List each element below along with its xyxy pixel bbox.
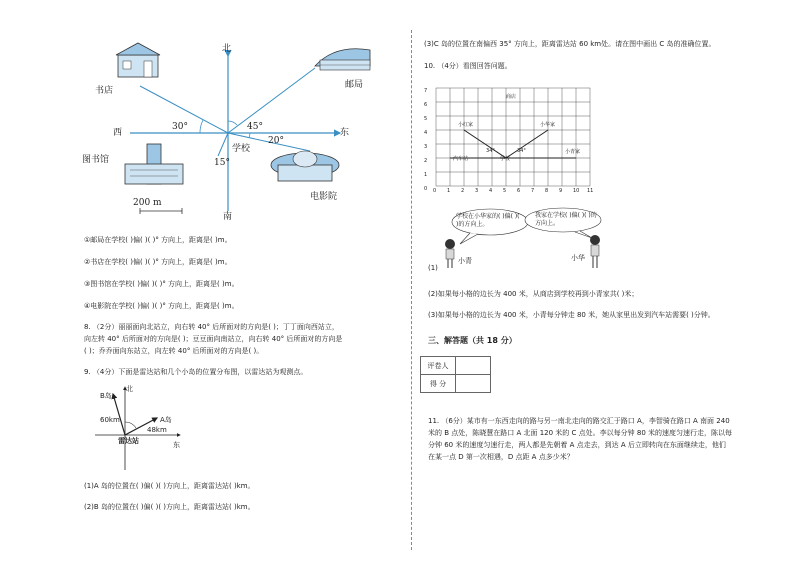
q9-radar-station: 雷达站 [118, 437, 139, 445]
q10-part-3: (3)如果每小格的边长为 400 米，小青每分钟走 80 米，她从家里出发到汽车站需要( )分钟。 [428, 311, 715, 319]
q8-line-1: 8. （2分）丽丽面向北站立，向右转 40° 后所面对的方向是( )；丁丁面向西站立， [84, 323, 339, 331]
q10-station: 汽车站 [453, 156, 469, 162]
label-library: 图书馆 [82, 155, 110, 165]
q7-line-2: ②书店在学校( )偏( )( )° 方向上，距离是( )m。 [84, 258, 232, 266]
bookstore-building [116, 43, 160, 77]
section-3-title: 三、解答题（共 18 分） [428, 336, 517, 345]
score-table [420, 356, 491, 393]
label-cinema: 电影院 [310, 192, 338, 202]
q7-line-4: ④电影院在学校( )偏( )( )° 方向上，距离是( )m。 [84, 302, 239, 310]
q9-answer-2: (2)B 岛的位置在( )偏( )( )方向上，距离雷达站( )km。 [84, 503, 255, 511]
angle-15: 15° [214, 158, 230, 168]
q9-a-island: A岛 [160, 416, 172, 424]
q11-line-4: 在某一点 D 第一次相遇，D 点距 A 点多少米？ [428, 453, 574, 461]
q9-east: 东 [173, 441, 180, 449]
score-points-label: 得 分 [421, 375, 456, 393]
label-post-office: 邮局 [345, 80, 364, 90]
q10-part-1: (1) [428, 264, 438, 272]
label-west: 西 [113, 128, 123, 138]
q7-line-3: ③图书馆在学校( )偏( )( )° 方向上，距离是( )m。 [84, 280, 239, 288]
kid-xiaohua-figure [590, 235, 600, 268]
q11-line-2: 米的 B 点处，陈晓慧在路口 A 北面 120 米的 C 点处。李以每分钟 80 米的速度匀速行走，陈以每 [428, 429, 732, 437]
q10-bubble-1: 学校在小华家的( )偏( )( )的方向上。 [456, 213, 520, 228]
q10-y-ticks: 7 6 5 4 3 2 1 0 [424, 88, 428, 192]
q10-angle-1: 34° [486, 148, 495, 154]
q10-xiaohua: 小华家 [540, 122, 556, 128]
q11-line-3: 分钟 60 米的速度匀速行走，两人都是先朝着 A 点走去，到达 A 后立即转向在东面继续走，他们 [428, 441, 726, 449]
q8-line-3: ( )；乔乔面向东站立，向左转 40° 后所面对的方向是( )。 [84, 347, 264, 355]
q9-title: 9. （4分）下面是雷达站和几个小岛的位置分布图，以雷达站为观测点。 [84, 368, 308, 376]
q10-mall: 商店 [506, 94, 517, 100]
cinema-building [271, 151, 339, 181]
angle-45: 45° [247, 122, 263, 132]
label-bookstore: 书店 [95, 86, 114, 96]
q9-answer-3: (3)C 岛的位置在南偏西 35° 方向上，距离雷达站 60 km处。请在图中画出 C 岛的准确位置。 [424, 40, 716, 48]
label-south: 南 [223, 212, 233, 222]
score-grader-label: 评卷人 [421, 357, 456, 375]
q10-xiaohong: 小红家 [458, 122, 474, 128]
q9-b-island: B岛 [100, 392, 112, 400]
ray-post-office [228, 68, 315, 133]
q9-dist-48: 48km [147, 426, 167, 434]
post-office-building [315, 49, 370, 70]
library-building [125, 144, 183, 184]
scale-label: 200 m [133, 198, 162, 208]
q10-title: 10. （4分）看图回答问题。 [424, 62, 512, 70]
label-north: 北 [222, 44, 232, 54]
q9-north: 北 [126, 385, 133, 393]
kid-xiaoqing-figure [445, 239, 455, 268]
ray-library [218, 133, 228, 156]
q10-kid-xiaohua: 小华 [571, 254, 585, 262]
q10-school: 学校 [500, 156, 511, 162]
q8-line-2: 向左转 40° 后所面对的方向是( )；豆豆面向南站立，向右转 40° 后所面对的方向是 [84, 335, 343, 343]
q10-angle-2: 34° [517, 148, 526, 154]
q10-part-2: (2)如果每小格的边长为 400 米，从商店到学校再到小青家共( )米； [428, 290, 639, 298]
q11-line-1: 11. （6分）某市有一东西走向的路与另一南北走向的路交汇于路口 A，李智骑在路口 A 南面 240 [428, 417, 730, 425]
q10-kid-xiaoqing: 小青 [458, 257, 472, 265]
angle-30: 30° [172, 122, 188, 132]
q7-line-1: ①邮局在学校( )偏( )( )° 方向上，距离是( )m。 [84, 236, 232, 244]
column-divider [411, 30, 412, 550]
angle-20: 20° [268, 136, 284, 146]
q10-xiaoqing-home: 小青家 [565, 149, 581, 155]
q9-dist-60: 60km [100, 416, 120, 424]
q10-x-ticks: 0 1 2 3 4 5 6 7 8 9 10 11 [433, 188, 594, 194]
label-east: 东 [340, 128, 350, 138]
label-school: 学校 [232, 144, 251, 154]
q9-answer-1: (1)A 岛的位置在( )偏( )( )方向上，距离雷达站( )km。 [84, 482, 255, 490]
q10-bubble-2: 我家在学校( )偏( )( )的方向上。 [535, 212, 597, 227]
